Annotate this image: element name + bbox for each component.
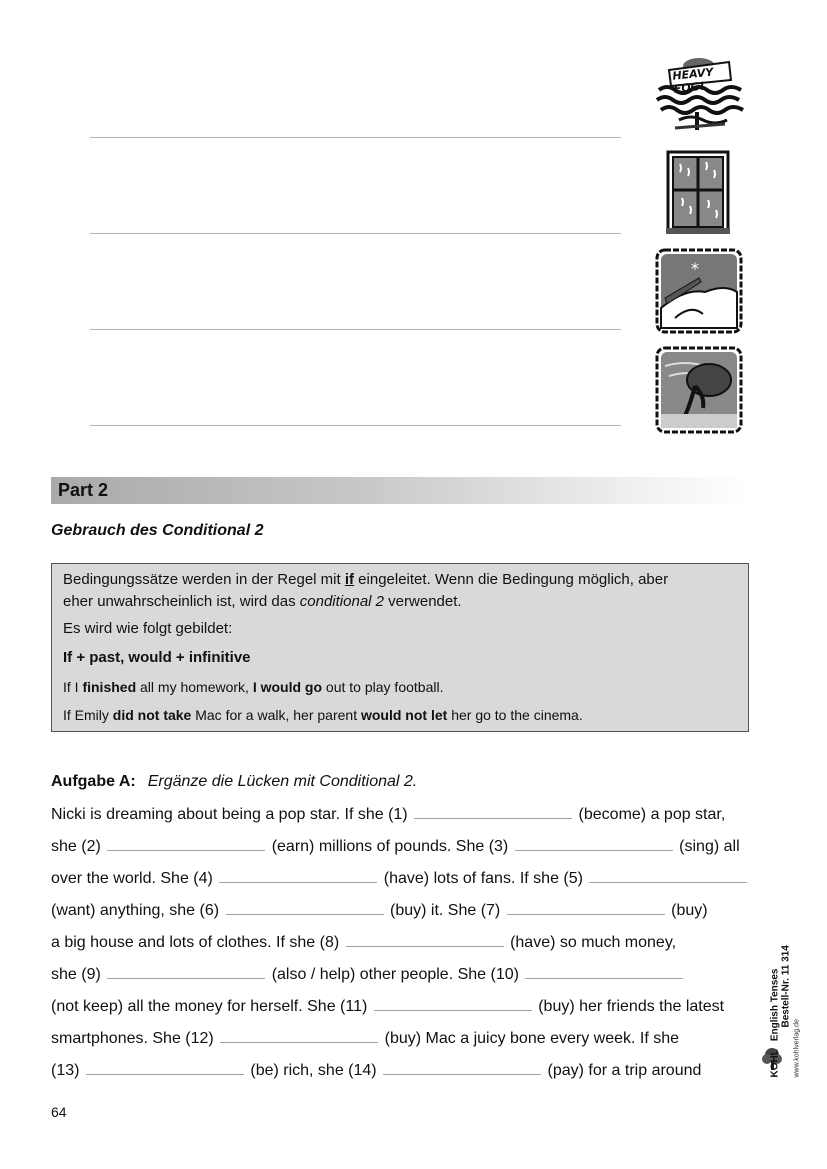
task-instruction: Ergänze die Lücken mit Conditional 2. — [147, 773, 418, 790]
windy-tree-icon — [655, 346, 743, 434]
gap-14[interactable] — [383, 1061, 541, 1075]
publisher-website: www.kohlverlag.de — [793, 1019, 801, 1078]
rule-formula: If + past, would + infinitive — [63, 649, 251, 666]
snow-hill-icon — [655, 248, 743, 334]
rule-line-3: Es wird wie folgt gebildet: — [63, 620, 233, 637]
rule-box — [51, 563, 749, 732]
gap-12[interactable] — [220, 1029, 378, 1043]
rule-line-1: Bedingungssätze werden in der Regel mit if eingeleitet. Wenn die Bedingung möglich, aber — [63, 571, 669, 588]
exercise-line-5: a big house and lots of clothes. If she (8) (have) so much money, — [51, 934, 677, 951]
publisher-imprint — [770, 918, 803, 1078]
gap-2[interactable] — [107, 837, 265, 851]
exercise-line-3: over the world. She (4) (have) lots of fans. If she (5) — [51, 869, 751, 889]
task-label: Aufgabe A: — [51, 773, 136, 790]
writing-line-3[interactable] — [90, 329, 621, 330]
order-number: Bestell-Nr. 11 314 — [780, 945, 792, 1028]
exercise-line-1: Nicki is dreaming about being a pop star. If she (1) (become) a pop star, — [51, 806, 726, 823]
gap-9[interactable] — [107, 965, 265, 979]
gap-3[interactable] — [515, 837, 673, 851]
rule-example-1: If I finished all my homework, I would go out to play football. — [63, 679, 444, 695]
gap-8[interactable] — [346, 933, 504, 947]
writing-line-1[interactable] — [90, 137, 621, 138]
svg-text:*: * — [691, 259, 699, 278]
gap-4[interactable] — [219, 869, 377, 883]
gap-1[interactable] — [414, 805, 572, 819]
writing-line-4[interactable] — [90, 425, 621, 426]
part2-title: Part 2 — [58, 480, 109, 500]
writing-line-2[interactable] — [90, 233, 621, 234]
part2-subtitle: Gebrauch des Conditional 2 — [51, 522, 264, 539]
publisher-sidebar — [760, 915, 812, 1078]
task-heading — [51, 773, 417, 791]
rule-example-2: If Emily did not take Mac for a walk, her parent would not let her go to the cinema. — [63, 707, 583, 723]
exercise-line-6: she (9) (also / help) other people. She (10) — [51, 965, 751, 985]
exercise-line-8: smartphones. She (12) (buy) Mac a juicy bone every week. If she — [51, 1030, 680, 1047]
rule-line-2: eher unwahrscheinlich ist, wird das conditional 2 verwendet. — [63, 593, 462, 610]
part2-header — [51, 477, 749, 504]
gap-11[interactable] — [374, 997, 532, 1011]
exercise-line-2: she (2) (earn) millions of pounds. She (3) (sing) all — [51, 838, 740, 855]
rainy-window-icon — [666, 150, 730, 236]
gap-7[interactable] — [507, 901, 665, 915]
fog-weather-icon — [655, 50, 745, 132]
page-number: 64 — [51, 1104, 67, 1120]
gap-13[interactable] — [86, 1061, 244, 1075]
book-title: English Tenses — [769, 968, 781, 1042]
exercise-line-4: (want) anything, she (6) (buy) it. She (7) (buy) — [51, 902, 708, 919]
exercise-line-7: (not keep) all the money for herself. She (11) (buy) her friends the latest — [51, 998, 725, 1015]
fog-sign-label: HEAVY FOG! — [671, 65, 714, 96]
publisher-name: KOHL — [769, 1049, 781, 1078]
gap-10[interactable] — [525, 965, 683, 979]
gap-5[interactable] — [589, 869, 747, 883]
if-keyword: if — [344, 571, 355, 588]
gap-6[interactable] — [226, 901, 384, 915]
exercise-line-9: (13) (be) rich, she (14) (pay) for a trip around — [51, 1062, 702, 1079]
